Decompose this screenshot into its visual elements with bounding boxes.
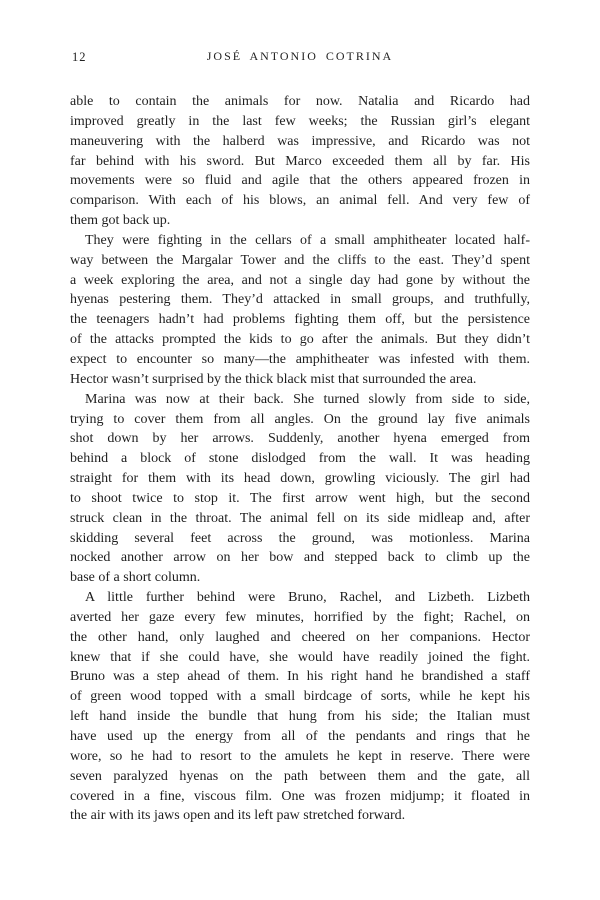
text-line: straight for them with its head down, growling viciously. The girl had [70,471,530,487]
text-line: way between the Margalar Tower and the cliffs to the east. They’d spent [70,252,530,268]
text-line: expect to encounter so many—the amphitheater was infested with them. [70,351,530,367]
text-line: comparison. With each of his blows, an animal fell. And very few of [70,193,530,209]
text-line: nocked another arrow on her bow and stepped back to climb up the [70,550,530,566]
text-line: improved greatly in the last few weeks; the Russian girl’s elegant [70,113,530,129]
text-line: Bruno was a step ahead of them. In his right hand he brandished a staff [70,669,530,685]
text-line: far behind with his sword. But Marco exceeded them all by far. His [70,153,530,169]
text-line: a week exploring the area, and not a single day had gone by without the [70,272,530,288]
text-line: the teenagers hadn’t had problems fighting them off, but the persistence [70,312,530,328]
text-line: of the attacks prompted the kids to go after the animals. But they didn’t [70,332,530,348]
page-header [70,49,530,65]
text-line: maneuvering with the halberd was impressive, and Ricardo was not [70,133,530,149]
page-number: 12 [72,50,87,64]
text-line: movements were so fluid and agile that the others appeared frozen in [70,173,530,189]
text-line: Marina was now at their back. She turned slowly from side to side, [85,391,530,407]
text-line: the other hand, only laughed and cheered on her companions. Hector [70,629,530,645]
text-line: A little further behind were Bruno, Rachel, and Lizbeth. Lizbeth [85,590,530,606]
text-line: averted her gaze every few minutes, horrified by the fight; Rachel, on [70,609,530,625]
text-line: shot down by her arrows. Suddenly, another hyena emerged from [70,431,530,447]
text-line: able to contain the animals for now. Natalia and Ricardo had [70,94,530,109]
text-line: wore, so he had to resort to the amulets he kept in reserve. There were [70,748,530,764]
text-line: seven paralyzed hyenas on the path between them and the gate, all [70,768,530,784]
text-line: them got back up. [70,213,171,229]
page-body [70,92,530,826]
text-line: to shoot twice to stop it. The first arrow went high, but the second [70,490,530,506]
text-line: have used up the energy from all of the pendants and rings that he [70,729,530,744]
text-line: knew that if she could have, she would have readily joined the fight. [70,649,530,665]
text-line: the air with its jaws open and its left paw stretched forward. [70,808,406,824]
text-line: left hand inside the bundle that hung from his side; the Italian must [70,709,530,725]
text-line: covered in a fine, viscous film. One was frozen midjump; it floated in [70,788,530,804]
text-line: behind a block of stone dislodged from the wall. It was heading [70,451,530,467]
text-line: struck clean in the throat. The animal fell on its side midleap and, after [70,510,530,526]
text-line: They were fighting in the cellars of a small amphitheater located half- [85,232,530,248]
text-line: Hector wasn’t surprised by the thick black mist that surrounded the area. [70,371,477,387]
text-line: base of a short column. [70,570,201,586]
running-header-title: JOSÉ ANTONIO COTRINA [206,49,394,63]
text-line: hyenas pestering them. They’d attacked in small groups, and truthfully, [70,292,530,308]
text-line: skidding several feet across the ground, was motionless. Marina [70,530,530,546]
text-line: trying to cover them from all angles. On the ground lay five animals [70,411,530,427]
text-line: of green wood topped with a small birdcage of sorts, while he kept his [70,689,530,705]
